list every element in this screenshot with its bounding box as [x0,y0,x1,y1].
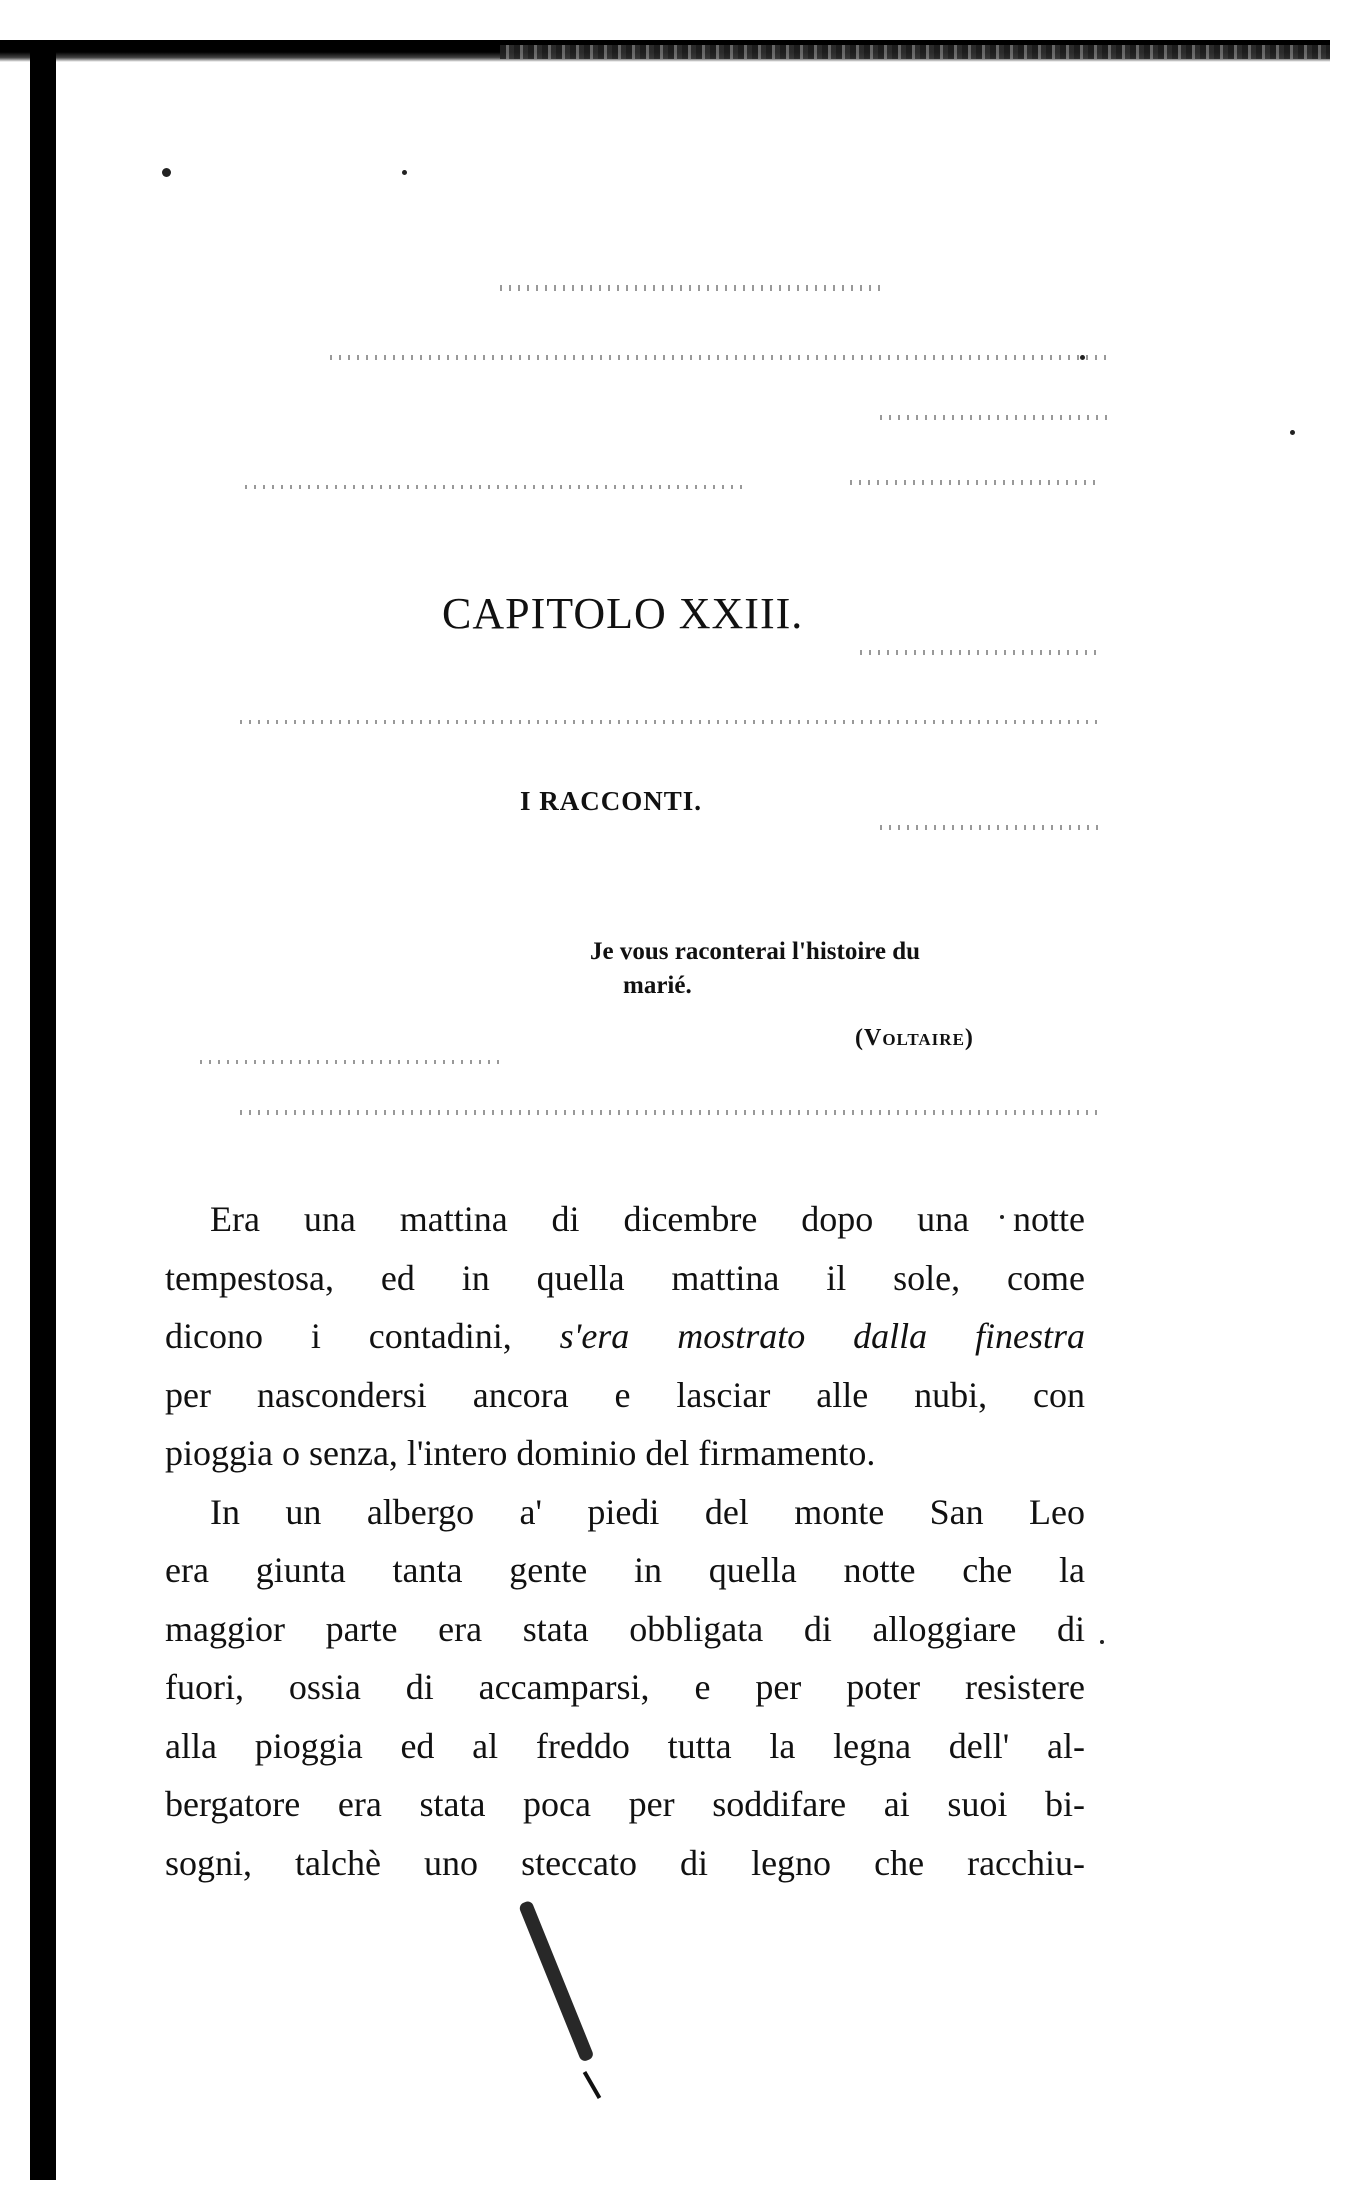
scan-bleed-through [240,1110,1100,1115]
text-line: per nascondersi ancora e lasciar alle nubi, con [165,1374,1085,1415]
text-line: bergatore era stata poca per soddifare ai suoi bi- [165,1784,1085,1824]
text-line: pioggia o senza, l'intero dominio del firmamento. [165,1433,876,1473]
scan-top-border-texture [500,45,1330,59]
text-line: Era una mattina di dicembre dopo una notte [210,1199,1085,1239]
scan-speck [162,168,171,177]
text-line: fuori, ossia di accamparsi, e per poter resistere [165,1667,1085,1707]
scan-bleed-through [330,355,1110,360]
scan-left-border [30,40,56,2180]
scan-speck [1100,1640,1104,1644]
text-line: era giunta tanta gente in quella notte che la [165,1550,1085,1590]
scan-bleed-through [245,485,745,489]
scan-speck [1290,430,1295,435]
text-line: maggior parte era stata obbligata di alloggiare di [165,1608,1085,1649]
scan-bleed-through [500,285,880,291]
text-line: In un albergo a' piedi del monte San Leo [210,1491,1085,1532]
scan-bleed-through [880,415,1110,420]
scan-scratch-mark [583,2071,601,2099]
text-line: alla pioggia ed al freddo tutta la legna dell' al- [165,1725,1085,1766]
text-line: tempestosa, ed in quella mattina il sole, come [165,1257,1085,1298]
chapter-title: CAPITOLO XXIII. [442,589,804,638]
text-line: sogni, talchè uno steccato di legno che racchiu- [165,1842,1085,1883]
epigraph-attribution: (Voltaire) [855,1025,974,1051]
epigraph-line: marié. [623,972,692,999]
scan-bleed-through [200,1060,500,1064]
scan-bleed-through [240,720,1100,724]
text-line-mixed [165,1307,1085,1366]
italic-quote: s'era mostrato dalla finestra [559,1316,1085,1356]
body-text [165,1190,1085,1892]
scan-bleed-through [860,650,1100,655]
scan-bleed-through [880,825,1100,830]
scan-bleed-through [850,480,1100,485]
scan-scratch-mark [518,1900,595,2063]
chapter-subtitle: I RACCONTI. [520,786,703,816]
epigraph-line: Je vous raconterai l'histoire du [590,938,921,965]
text-fragment: dicono i contadini, [165,1316,512,1356]
scan-speck [402,170,407,175]
epigraph [590,935,1090,1003]
